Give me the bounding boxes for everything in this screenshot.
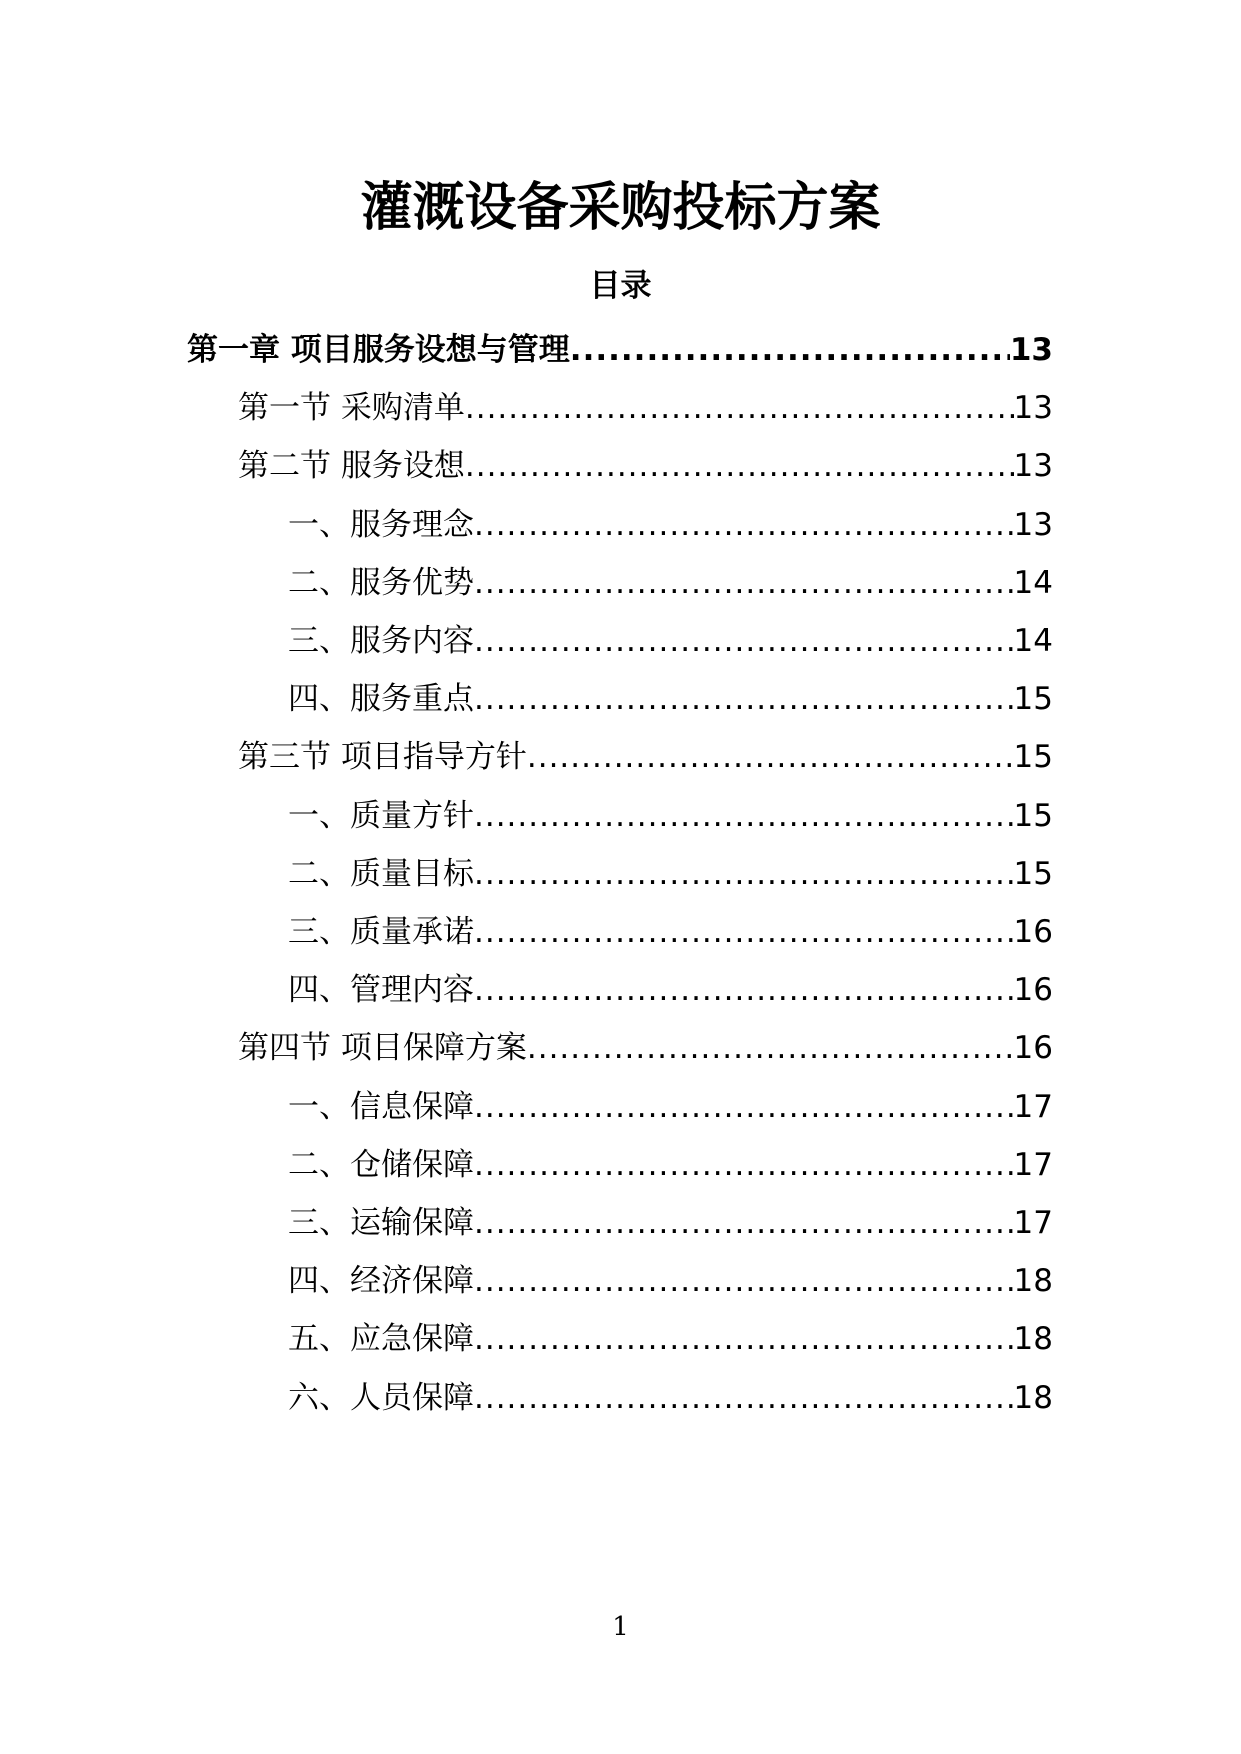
toc-entry-title: 四、服务重点 [288, 681, 474, 718]
toc-entry-page-number: 14 [1013, 623, 1053, 659]
toc-entry-page-number: 16 [1013, 1030, 1053, 1067]
toc-entry-title: 二、仓储保障 [288, 1146, 474, 1183]
toc-dot-leader [474, 1143, 1014, 1187]
toc-entry-page-number: 18 [1013, 1321, 1053, 1358]
toc-dot-leader [474, 1376, 1014, 1420]
toc-entry[interactable] [288, 852, 1053, 896]
toc-dot-leader [474, 852, 1014, 896]
toc-entry-title: 六、人员保障 [288, 1379, 474, 1416]
toc-dot-leader [465, 444, 1014, 488]
toc-entry-title: 第三节 项目指导方针 [238, 739, 527, 776]
toc-entry-title: 三、服务内容 [288, 623, 474, 659]
toc-entry-title: 一、服务理念 [288, 506, 474, 543]
toc-dot-leader [474, 1085, 1014, 1129]
toc-entry[interactable] [238, 444, 1053, 488]
toc-entry[interactable] [288, 619, 1053, 663]
toc-entry-title: 三、质量承诺 [288, 914, 474, 950]
toc-dot-leader [474, 677, 1014, 721]
toc-entry-title: 第一章 项目服务设想与管理 [187, 332, 570, 368]
toc-entry-title: 五、应急保障 [288, 1321, 474, 1358]
toc-entry[interactable] [288, 1143, 1053, 1187]
toc-entry[interactable] [238, 735, 1053, 779]
toc-dot-leader [465, 386, 1014, 430]
toc-entry-page-number: 17 [1013, 1088, 1053, 1125]
toc-heading: 目录 [589, 268, 652, 304]
toc-entry-page-number: 13 [1013, 390, 1053, 427]
toc-dot-leader [474, 968, 1014, 1012]
toc-dot-leader [527, 1026, 1014, 1070]
toc-entry[interactable] [288, 794, 1053, 838]
toc-entry-page-number: 17 [1013, 1205, 1053, 1241]
toc-entry[interactable] [288, 1317, 1053, 1361]
document-title: 灌溉设备采购投标方案 [360, 178, 881, 238]
toc-entry[interactable] [288, 561, 1053, 605]
toc-entry[interactable] [288, 968, 1053, 1012]
toc-entry[interactable] [238, 1026, 1053, 1070]
toc-entry-title: 四、管理内容 [288, 972, 474, 1009]
toc-entry[interactable] [288, 503, 1053, 547]
toc-entry-page-number: 18 [1013, 1263, 1053, 1300]
toc-entry[interactable] [288, 1376, 1053, 1420]
toc-entry-page-number: 15 [1013, 739, 1053, 776]
toc-entry[interactable] [288, 1085, 1053, 1129]
toc-dot-leader [474, 910, 1014, 954]
toc-entry[interactable] [288, 910, 1053, 954]
toc-entry-page-number: 18 [1013, 1379, 1053, 1416]
toc-entry-title: 三、运输保障 [288, 1205, 474, 1241]
toc-dot-leader [474, 561, 1014, 605]
toc-entry-title: 第一节 采购清单 [238, 390, 465, 427]
toc-entry-title: 一、质量方针 [288, 797, 474, 834]
toc-entry-title: 二、服务优势 [288, 564, 474, 601]
toc-entry-title: 第四节 项目保障方案 [238, 1030, 527, 1067]
toc-entry-page-number: 16 [1013, 914, 1053, 950]
toc-entry-page-number: 13 [1009, 332, 1053, 368]
toc-entry[interactable] [288, 1259, 1053, 1303]
toc-dot-leader [474, 503, 1014, 547]
toc-entry-title: 第二节 服务设想 [238, 448, 465, 485]
toc-dot-leader [474, 794, 1014, 838]
toc-entry-page-number: 16 [1013, 972, 1053, 1009]
toc-entry-page-number: 17 [1013, 1146, 1053, 1183]
toc-dot-leader [474, 1259, 1014, 1303]
toc-dot-leader [474, 619, 1014, 663]
toc-entry-page-number: 15 [1013, 681, 1053, 718]
toc-dot-leader [570, 328, 1010, 372]
page-number: 1 [612, 1612, 629, 1642]
toc-dot-leader [527, 735, 1014, 779]
toc-dot-leader [474, 1201, 1014, 1245]
toc-entry[interactable] [187, 328, 1053, 372]
toc-entry[interactable] [288, 1201, 1053, 1245]
toc-entry[interactable] [238, 386, 1053, 430]
toc-entry-page-number: 15 [1013, 797, 1053, 834]
toc-entry[interactable] [288, 677, 1053, 721]
toc-entry-title: 二、质量目标 [288, 855, 474, 892]
toc-entry-page-number: 13 [1013, 448, 1053, 485]
toc-entry-page-number: 13 [1013, 506, 1053, 543]
toc-entry-title: 一、信息保障 [288, 1088, 474, 1125]
toc-dot-leader [474, 1317, 1014, 1361]
toc-entry-title: 四、经济保障 [288, 1263, 474, 1300]
toc-entry-page-number: 15 [1013, 855, 1053, 892]
toc-entry-page-number: 14 [1013, 564, 1053, 601]
